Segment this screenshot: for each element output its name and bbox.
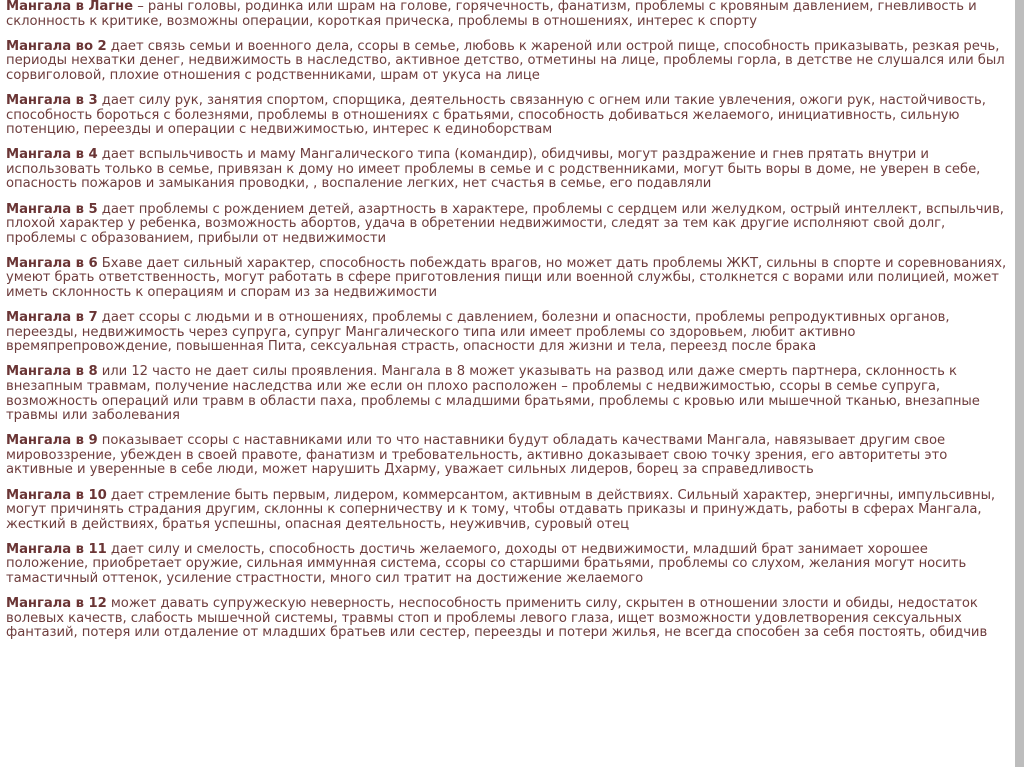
paragraph-house-2 bbox=[6, 40, 1012, 84]
paragraph-text: дает связь семьи и военного дела, ссоры в семье, любовь к жареной или острой пище, способность приказывать, резкая речь, периоды нехватки денег, недвижимость в наследство, активное детство, отметины на лице, проблемы горла, в детстве не слушался или был сорвиголовой, плохие отношения с родственниками, шрам от укуса на лице bbox=[6, 38, 1005, 83]
paragraph-text: может давать супружескую неверность, неспособность применить силу, скрытен в отношении злости и обиды, недостаток волевых качеств, слабость мышечной системы, травмы стоп и проблемы левого глаза, ищет возможности удовлетворения сексуальных фантазий, потеря или отдаление от младших братьев или сестер, переезды и потери жилья, не всегда способен за себя постоять, обидчив bbox=[6, 596, 988, 641]
paragraph-title: Мангала в 5 bbox=[6, 201, 98, 217]
right-gutter bbox=[1015, 0, 1024, 767]
paragraph-house-4 bbox=[6, 148, 1012, 192]
paragraph-text: дает силу рук, занятия спортом, спорщика, деятельность связанную с огнем или такие увлечения, ожоги рук, настойчивость, способность бороться с болезнями, проблемы в отношениях с братьями, способность добиваться желаемого, инициативность, сильную потенцию, переезды и операции с недвижимостью, интерес к единоборствам bbox=[6, 92, 986, 138]
paragraph-text: дает стремление быть первым, лидером, коммерсантом, активным в действиях. Сильный характер, энергичны, импульсивны, могут причинять страдания другим, склонны к соперничеству и к тому, чтобы отдавать приказы и принуждать, работы в сферах Мангала, жесткий в действиях, братья успешны, опасная деятельность, неуживчив, суровый отец bbox=[6, 487, 996, 532]
paragraph-title: Мангала в 3 bbox=[6, 92, 98, 108]
paragraph-text: показывает ссоры с наставниками или то что наставники будут обладать качествами Мангала, навязывает другим свое мировоззрение, убежден в своей правоте, фанатизм и требовательность, активно доказывает свою точку зрения, его авторитеты это активные и уверенные в себе люди, может нарушить Дхарму, уважает сильных лидеров, борец за справедливость bbox=[6, 433, 948, 478]
paragraph-text: – раны головы, родинка или шрам на голове, горячечность, фанатизм, проблемы с кровяным давлением, гневливость и склонность к критике, возможны операции, короткая прическа, проблемы в отношениях, интерес к спорту bbox=[6, 0, 977, 29]
paragraph-house-10 bbox=[6, 489, 1012, 533]
paragraph-title: Мангала в 12 bbox=[6, 596, 107, 612]
paragraph-title: Мангала в Лагне bbox=[6, 0, 134, 14]
paragraph-title: Мангала в 7 bbox=[6, 310, 98, 326]
paragraph-house-3 bbox=[6, 94, 1012, 138]
paragraph-house-8 bbox=[6, 365, 1012, 423]
paragraph-text: дает силу и смелость, способность достичь желаемого, доходы от недвижимости, младший брат занимает хорошее положение, приобретает оружие, сильная иммунная система, ссоры со старшими братьями, проблемы со слухом, желания могут носить тамастичный оттенок, усиление страстности, много сил тратит на достижение желаемого bbox=[6, 541, 967, 586]
paragraph-house-12 bbox=[6, 597, 1012, 641]
paragraph-house-9 bbox=[6, 434, 1012, 478]
text-content bbox=[6, 0, 1012, 651]
paragraph-title: Мангала в 4 bbox=[6, 147, 98, 163]
paragraph-lagna bbox=[6, 0, 1012, 29]
paragraph-text: или 12 часто не дает силы проявления. Мангала в 8 может указывать на развод или даже смерть партнера, склонность к внезапным травмам, получение наследства или же если он плохо расположен – проблемы с недвижимостью, ссоры в семье супруга, возможность операций или травм в области паха, проблемы с младшими братьями, проблемы с кровью или мышечной тканью, внезапные травмы или заболевания bbox=[6, 364, 980, 424]
paragraph-title: Мангала в 9 bbox=[6, 433, 98, 449]
paragraph-title: Мангала во 2 bbox=[6, 38, 107, 54]
paragraph-title: Мангала в 10 bbox=[6, 487, 107, 503]
paragraph-text: дает проблемы с рождением детей, азартность в характере, проблемы с сердцем или желудком, острый интеллект, вспыльчив, плохой характер у ребенка, возможность абортов, удача в обретении недвижимости, следят за тем как другие исполняют свой долг, проблемы с образованием, прибыли от недвижимости bbox=[6, 201, 1004, 246]
paragraph-house-11 bbox=[6, 543, 1012, 587]
paragraph-title: Мангала в 8 bbox=[6, 364, 98, 380]
paragraph-title: Мангала в 11 bbox=[6, 541, 107, 557]
paragraph-text: дает вспыльчивость и маму Мангалического типа (командир), обидчивы, могут раздражение и гнев прятать внутри и использовать только в семье, привязан к дому но имеет проблемы в семье и с родственниками, могут быть воры в доме, не уверен в себе, опасность пожаров и замыкания проводки, , воспаление легких, нет счастья в семье, его подавляли bbox=[6, 147, 981, 192]
paragraph-house-5 bbox=[6, 203, 1012, 247]
paragraph-text: Бхаве дает сильный характер, способность побеждать врагов, но может дать проблемы ЖКТ, сильны в спорте и соревнованиях, умеют брать ответственность, могут работать в сфере приготовления пищи или военной службы, столкнется с ворами или полицией, может иметь склонность к операциям и спорам из за недвижимости bbox=[6, 255, 1007, 300]
paragraph-house-7 bbox=[6, 311, 1012, 355]
paragraph-title: Мангала в 6 bbox=[6, 255, 98, 271]
paragraph-text: дает ссоры с людьми и в отношениях, проблемы с давлением, болезни и опасности, проблемы репродуктивных органов, переезды, недвижимость через супруга, супруг Мангалического типа или имеет проблемы со здоровьем, любит активно времяпрепровождение, повышенная Пита, сексуальная страсть, опасности для жизни и тела, переезд после брака bbox=[6, 310, 950, 355]
paragraph-house-6 bbox=[6, 257, 1012, 301]
